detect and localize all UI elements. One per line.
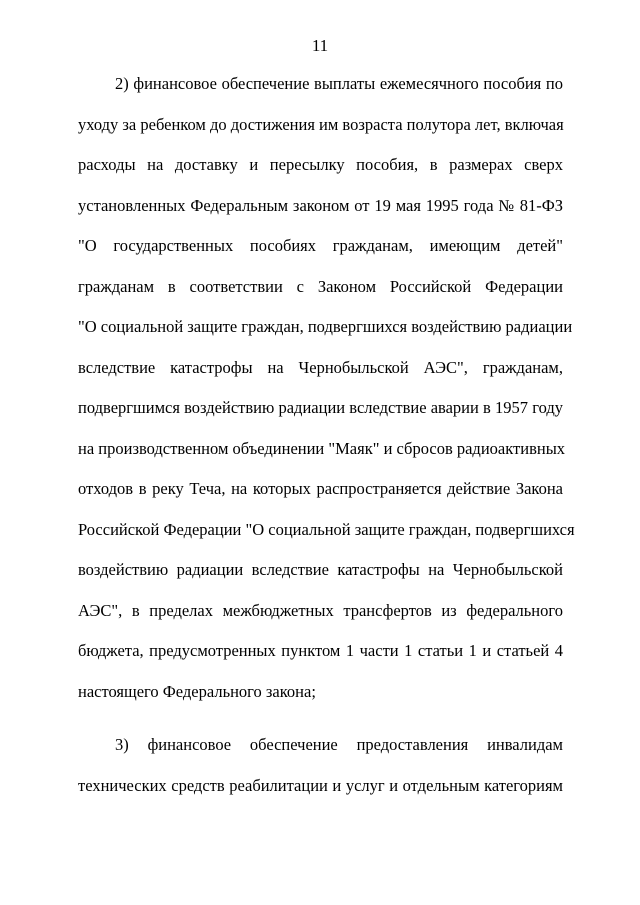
text-line: гражданам в соответствии с Законом Российской Федерации [78, 276, 563, 296]
text-line: подвергшимся воздействию радиации вследствие аварии в 1957 году [78, 398, 563, 417]
text-line: настоящего Федерального закона; [78, 681, 316, 701]
text-line: "О социальной защите граждан, подвергшихся воздействию радиации [78, 317, 573, 336]
paragraph-item-2 [78, 69, 575, 717]
paragraph-item-3 [78, 730, 563, 811]
text-line: 3) финансовое обеспечение предоставления инвалидам [115, 735, 563, 754]
text-line: установленных Федеральным законом от 19 мая 1995 года № 81-ФЗ [78, 195, 563, 215]
text-line: отходов в реку Теча, на которых распространяется действие Закона [78, 479, 563, 498]
paragraph-gap [78, 717, 563, 730]
text-line: вследствие катастрофы на Чернобыльской АЭС", гражданам, [78, 357, 563, 377]
text-line: расходы на доставку и пересылку пособия, в размерах сверх [78, 155, 563, 174]
text-line: уходу за ребенком до достижения им возраста полутора лет, включая [78, 114, 564, 134]
text-line: воздействию радиации вследствие катастрофы на Чернобыльской [78, 560, 563, 579]
text-line: Российской Федерации "О социальной защите граждан, подвергшихся [78, 519, 575, 539]
text-line: "О государственных пособиях гражданам, имеющим детей" [78, 236, 563, 255]
text-line: технических средств реабилитации и услуг и отдельным категориям [78, 775, 563, 795]
text-line: 2) финансовое обеспечение выплаты ежемесячного пособия по [115, 74, 563, 93]
text-line: бюджета, предусмотренных пунктом 1 части 1 статьи 1 и статьей 4 [78, 641, 563, 660]
text-line: АЭС", в пределах межбюджетных трансфертов из федерального [78, 600, 563, 620]
text-line: на производственном объединении "Маяк" и сбросов радиоактивных [78, 438, 566, 458]
document-body [78, 69, 575, 811]
page-number: 11 [311, 36, 329, 55]
